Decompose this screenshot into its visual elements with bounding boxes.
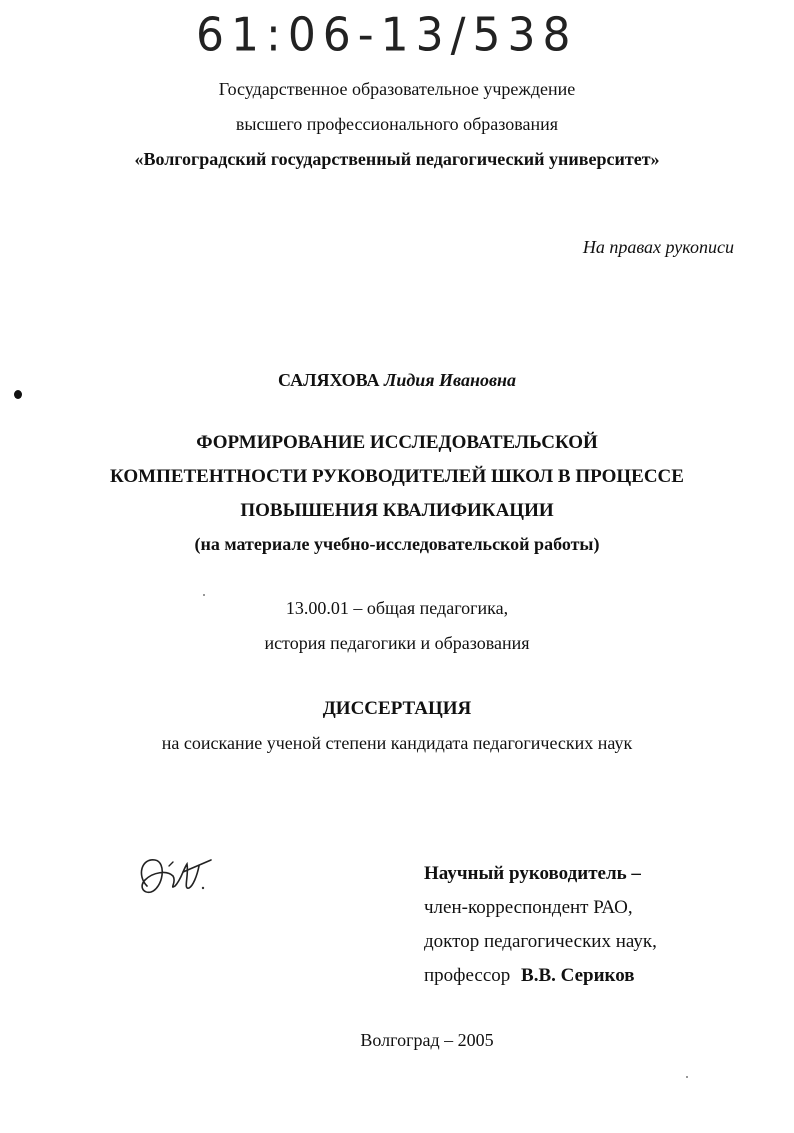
author-name <box>0 369 794 391</box>
advisor-rank-3: профессор <box>424 965 511 986</box>
advisor-line <box>424 964 635 988</box>
title-line-1: ФОРМИРОВАНИЕ ИССЛЕДОВАТЕЛЬСКОЙ <box>196 432 598 453</box>
author-surname: САЛЯХОВА <box>277 370 380 390</box>
institution-line-2: высшего профессионального образования <box>235 114 559 134</box>
author-given-names: Лидия Ивановна <box>383 370 516 390</box>
title-subtitle: (на материале учебно-исследовательской работы) <box>194 534 600 554</box>
institution-line-1: Государственное образовательное учреждение <box>218 79 576 99</box>
scan-dot <box>14 390 22 399</box>
title-line-3: ПОВЫШЕНИЯ КВАЛИФИКАЦИИ <box>240 500 554 521</box>
advisor-rank-2: доктор педагогических наук, <box>424 931 657 952</box>
handwritten-archive-code: 61:06-13/538 <box>196 8 578 63</box>
specialty-code: 13.00.01 – общая педагогика, <box>285 598 509 618</box>
specialty-name: история педагогики и образования <box>264 633 530 653</box>
signature <box>133 846 213 906</box>
institution-name: «Волгоградский государственный педагогический университет» <box>134 149 660 169</box>
manuscript-rights: На правах рукописи <box>582 237 734 257</box>
document-type: ДИССЕРТАЦИЯ <box>322 698 472 719</box>
advisor-label: Научный руководитель – <box>424 863 641 884</box>
advisor-rank-1: член-корреспондент РАО, <box>424 897 633 918</box>
title-line-2: КОМПЕТЕНТНОСТИ РУКОВОДИТЕЛЕЙ ШКОЛ В ПРОЦЕССЕ <box>110 466 684 487</box>
scan-speck <box>686 1076 688 1078</box>
scan-speck <box>203 594 205 596</box>
city-year: Волгоград – 2005 <box>360 1030 494 1050</box>
degree-statement: на соискание ученой степени кандидата педагогических наук <box>161 733 633 753</box>
advisor-name: В.В. Сериков <box>521 965 635 986</box>
